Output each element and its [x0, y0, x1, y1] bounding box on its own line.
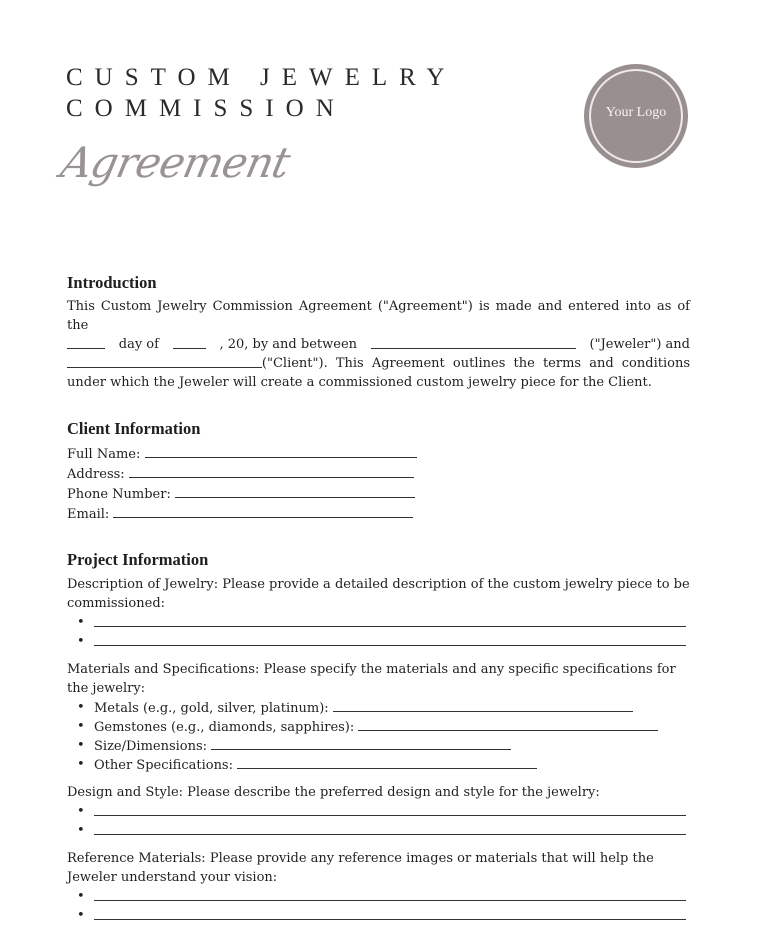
- full-name-label: Full Name:: [67, 447, 141, 462]
- jeweler-name-blank[interactable]: [371, 335, 576, 349]
- list-item: [67, 887, 690, 906]
- list-item: [67, 632, 690, 651]
- title-line-1: CUSTOM JEWELRY: [66, 64, 457, 91]
- description-line-2[interactable]: [94, 632, 686, 646]
- client-information-heading: Client Information: [67, 419, 201, 438]
- intro-client-text: ("Client"). This Agreement outlines the terms and conditions: [261, 356, 690, 371]
- list-item: [67, 698, 690, 717]
- logo-placeholder: [584, 64, 688, 168]
- reference-prompt: Reference Materials: Please provide any reference images or materials that will help the Jeweler understand your vision:: [67, 851, 654, 885]
- design-prompt: Design and Style: Please describe the preferred design and style for the jewelry:: [67, 785, 600, 800]
- reference-lines: [67, 887, 690, 925]
- full-name-input[interactable]: [145, 444, 417, 458]
- other-specifications-input[interactable]: [237, 755, 537, 769]
- client-name-blank[interactable]: [67, 354, 262, 368]
- metals-label: Metals (e.g., gold, silver, platinum):: [94, 701, 329, 716]
- address-label: Address:: [67, 467, 125, 482]
- phone-number-input[interactable]: [175, 484, 415, 498]
- document-title: [66, 62, 456, 124]
- email-input[interactable]: [113, 504, 413, 518]
- day-blank[interactable]: [67, 335, 105, 349]
- month-blank[interactable]: [173, 335, 206, 349]
- email-label: Email:: [67, 507, 110, 522]
- intro-day-text: day of: [118, 337, 159, 352]
- list-item: [67, 755, 690, 774]
- size-dimensions-label: Size/Dimensions:: [94, 739, 208, 754]
- reference-line-2[interactable]: [94, 906, 686, 920]
- address-input[interactable]: [129, 464, 414, 478]
- document-body: [67, 273, 690, 925]
- list-item: [67, 736, 690, 755]
- address-field: [67, 464, 690, 484]
- materials-prompt: Materials and Specifications: Please specify the materials and any specific specifications for the jewelry:: [67, 662, 676, 696]
- intro-line-4: under which the Jeweler will create a commissioned custom jewelry piece for the Client.: [67, 375, 652, 390]
- gemstones-label: Gemstones (e.g., diamonds, sapphires):: [94, 720, 355, 735]
- other-specifications-label: Other Specifications:: [94, 758, 233, 773]
- script-subtitle: Agreement: [56, 138, 294, 187]
- introduction-heading: Introduction: [67, 273, 157, 292]
- email-field: [67, 504, 690, 524]
- size-dimensions-input[interactable]: [211, 736, 511, 750]
- gemstones-input[interactable]: [358, 717, 658, 731]
- list-item: [67, 717, 690, 736]
- description-lines: [67, 613, 690, 651]
- intro-line-1: This Custom Jewelry Commission Agreement ("Agreement") is made and entered into as of the: [67, 299, 690, 333]
- list-item: [67, 906, 690, 925]
- design-lines: [67, 802, 690, 840]
- design-line-2[interactable]: [94, 821, 686, 835]
- intro-line-3: [67, 354, 690, 373]
- project-information-section: [67, 550, 690, 925]
- design-line-1[interactable]: [94, 802, 686, 816]
- description-prompt: Description of Jewelry: Please provide a detailed description of the custom jewelry piece to be commissioned:: [67, 577, 690, 611]
- intro-line-2: [67, 335, 690, 354]
- phone-number-field: [67, 484, 690, 504]
- description-line-1[interactable]: [94, 613, 686, 627]
- introduction-paragraph: [67, 297, 690, 392]
- materials-list: [67, 698, 690, 774]
- list-item: [67, 821, 690, 840]
- logo-text: Your Logo: [605, 105, 667, 120]
- intro-year-text: , 20, by and between: [219, 337, 358, 352]
- intro-jeweler-text: ("Jeweler") and: [589, 337, 690, 352]
- phone-number-label: Phone Number:: [67, 487, 171, 502]
- title-line-2: COMMISSION: [66, 95, 346, 122]
- full-name-field: [67, 444, 690, 464]
- metals-input[interactable]: [333, 698, 633, 712]
- project-information-heading: Project Information: [67, 550, 209, 569]
- client-information-section: [67, 419, 690, 524]
- list-item: [67, 802, 690, 821]
- reference-line-1[interactable]: [94, 887, 686, 901]
- list-item: [67, 613, 690, 632]
